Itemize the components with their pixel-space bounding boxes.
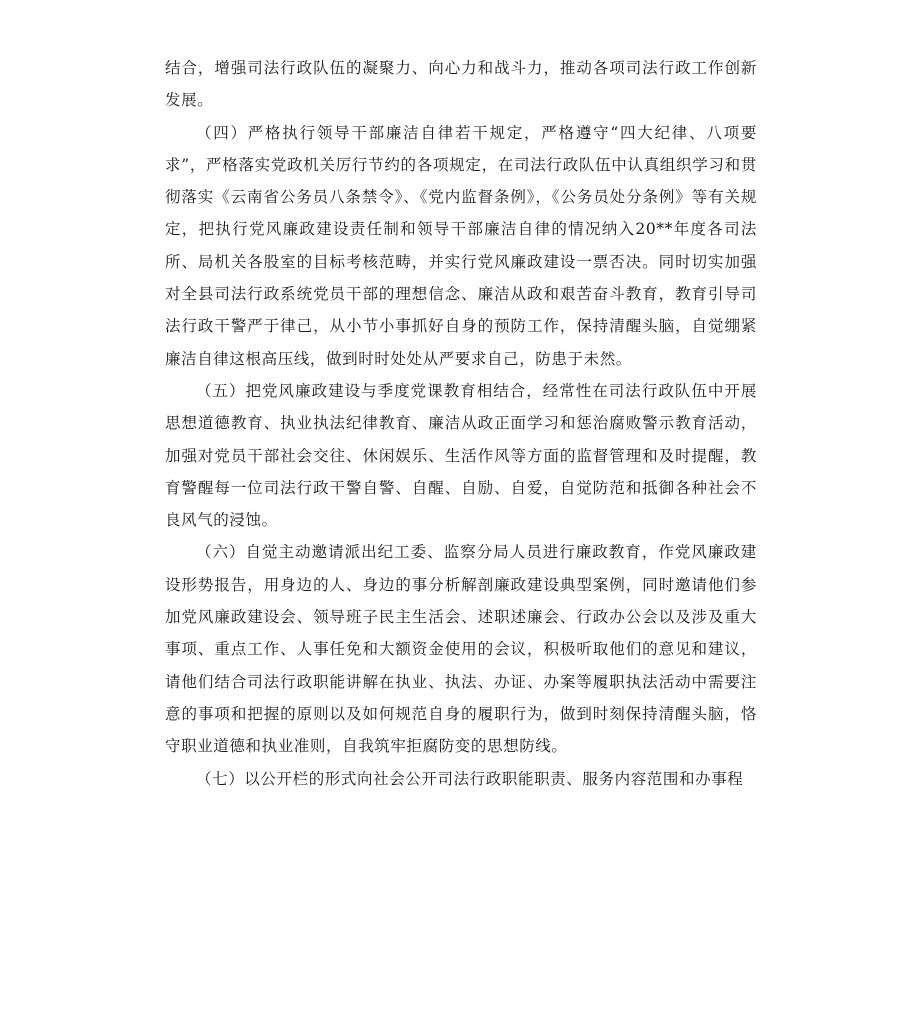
document-body bbox=[165, 52, 757, 795]
paragraph-section-6: （六）自觉主动邀请派出纪工委、监察分局人员进行廉政教育，作党风廉政建设形势报告，用身边的人、身边的事分析解剖廉政建设典型案例，同时邀请他们参加党风廉政建设会、领导班子民主生活会、述职述廉会、行政办公会以及涉及重大事项、重点工作、人事任免和大额资金使用的会议，积极听取他们的意见和建议，请他们结合司法行政职能讲解在执业、执法、办证、办案等履职执法活动中需要注意的事项和把握的原则以及如何规范自身的履职行为，做到时刻保持清醒头脑，恪守职业道德和执业准则，自我筑牢拒腐防变的思想防线。 bbox=[165, 543, 757, 756]
paragraph-continuation: 结合，增强司法行政队伍的凝聚力、向心力和战斗力，推动各项司法行政工作创新发展。 bbox=[165, 59, 757, 110]
paragraph-section-5: （五）把党风廉政建设与季度党课教育相结合，经常性在司法行政队伍中开展思想道德教育、执业执法纪律教育、廉洁从政正面学习和惩治腐败警示教育活动，加强对党员干部社会交往、休闲娱乐、生活作风等方面的监督管理和及时提醒，教育警醒每一位司法行政干警自警、自醒、自励、自爱，自觉防范和抵御各种社会不良风气的浸蚀。 bbox=[165, 381, 757, 530]
paragraph-section-4: （四）严格执行领导干部廉洁自律若干规定，严格遵守“四大纪律、八项要求”，严格落实党政机关厉行节约的各项规定，在司法行政队伍中认真组织学习和贯彻落实《云南省公务员八条禁令》、《党内监督条例》，《公务员处分条例》等有关规定，把执行党风廉政建设责任制和领导干部廉洁自律的情况纳入20**年度各司法所、局机关各股室的目标考核范畴，并实行党风廉政建设一票否决。同时切实加强对全县司法行政系统党员干部的理想信念、廉洁从政和艰苦奋斗教育，教育引导司法行政干警严于律己，从小节小事抓好自身的预防工作，保持清醒头脑，自觉绷紧廉洁自律这根高压线，做到时时处处从严要求自己，防患于未然。 bbox=[165, 123, 757, 368]
paragraph-section-7: （七）以公开栏的形式向社会公开司法行政职能职责、服务内容范围和办事程 bbox=[196, 769, 744, 788]
